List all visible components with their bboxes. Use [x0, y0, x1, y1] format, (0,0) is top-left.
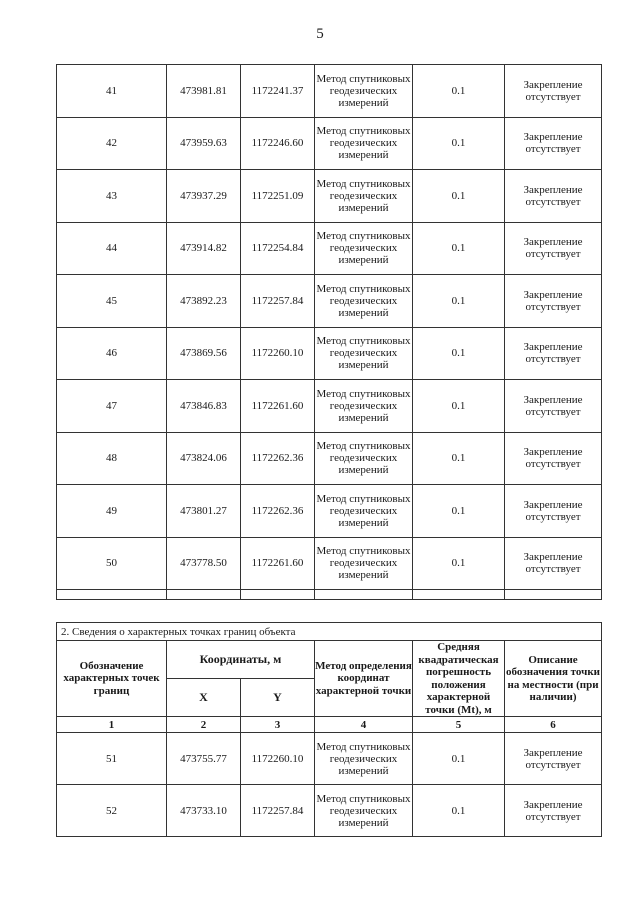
- header-coordinates: Координаты, м: [167, 641, 315, 679]
- y-coordinate-cell: 1172246.60: [241, 117, 315, 170]
- column-index: 6: [505, 717, 602, 733]
- accuracy-cell: 0.1: [413, 432, 505, 485]
- method-cell: Метод спутниковых геодезических измерений: [315, 485, 413, 538]
- accuracy-cell: 0.1: [413, 485, 505, 538]
- accuracy-cell: 0.1: [413, 785, 505, 837]
- accuracy-cell: 0.1: [413, 733, 505, 785]
- point-number-cell: 43: [57, 170, 167, 223]
- point-number-cell: 49: [57, 485, 167, 538]
- table-row: [57, 380, 602, 433]
- column-index-row: [57, 717, 602, 733]
- point-number-cell: 44: [57, 222, 167, 275]
- x-coordinate-cell: 473959.63: [167, 117, 241, 170]
- point-number-cell: 47: [57, 380, 167, 433]
- table-row: [57, 170, 602, 223]
- point-number-cell: 51: [57, 733, 167, 785]
- empty-cell: [241, 590, 315, 600]
- accuracy-cell: 0.1: [413, 170, 505, 223]
- description-cell: Закрепление отсутствует: [505, 537, 602, 590]
- point-number-cell: 50: [57, 537, 167, 590]
- method-cell: Метод спутниковых геодезических измерений: [315, 432, 413, 485]
- table-row: [57, 65, 602, 118]
- point-number-cell: 45: [57, 275, 167, 328]
- description-cell: Закрепление отсутствует: [505, 485, 602, 538]
- method-cell: Метод спутниковых геодезических измерений: [315, 275, 413, 328]
- accuracy-cell: 0.1: [413, 380, 505, 433]
- description-cell: Закрепление отсутствует: [505, 327, 602, 380]
- y-coordinate-cell: 1172260.10: [241, 733, 315, 785]
- x-coordinate-cell: 473801.27: [167, 485, 241, 538]
- header-x: X: [167, 679, 241, 717]
- description-cell: Закрепление отсутствует: [505, 733, 602, 785]
- accuracy-cell: 0.1: [413, 117, 505, 170]
- y-coordinate-cell: 1172262.36: [241, 432, 315, 485]
- y-coordinate-cell: 1172257.84: [241, 275, 315, 328]
- empty-cell: [413, 590, 505, 600]
- boundary-points-table: [56, 622, 602, 837]
- empty-cell: [57, 590, 167, 600]
- points-table-body: [57, 65, 602, 600]
- table-row: [57, 432, 602, 485]
- empty-cell: [167, 590, 241, 600]
- point-number-cell: 52: [57, 785, 167, 837]
- x-coordinate-cell: 473755.77: [167, 733, 241, 785]
- header-accuracy: Средняя квадратическая погрешность положения характерной точки (Mt), м: [413, 641, 505, 717]
- point-number-cell: 41: [57, 65, 167, 118]
- table-caption: 2. Сведения о характерных точках границ объекта: [57, 623, 602, 641]
- accuracy-cell: 0.1: [413, 327, 505, 380]
- accuracy-cell: 0.1: [413, 222, 505, 275]
- header-y: Y: [241, 679, 315, 717]
- table-row: [57, 485, 602, 538]
- page-number: 5: [316, 26, 324, 42]
- table-row: [57, 117, 602, 170]
- method-cell: Метод спутниковых геодезических измерений: [315, 117, 413, 170]
- y-coordinate-cell: 1172262.36: [241, 485, 315, 538]
- header-description: Описание обозначения точки на местности (при наличии): [505, 641, 602, 717]
- description-cell: Закрепление отсутствует: [505, 785, 602, 837]
- y-coordinate-cell: 1172261.60: [241, 380, 315, 433]
- point-number-cell: 48: [57, 432, 167, 485]
- point-number-cell: 46: [57, 327, 167, 380]
- header-method: Метод определения координат характерной точки: [315, 641, 413, 717]
- description-cell: Закрепление отсутствует: [505, 380, 602, 433]
- column-index: 2: [167, 717, 241, 733]
- x-coordinate-cell: 473937.29: [167, 170, 241, 223]
- method-cell: Метод спутниковых геодезических измерений: [315, 65, 413, 118]
- x-coordinate-cell: 473869.56: [167, 327, 241, 380]
- column-index: 1: [57, 717, 167, 733]
- y-coordinate-cell: 1172251.09: [241, 170, 315, 223]
- description-cell: Закрепление отсутствует: [505, 117, 602, 170]
- accuracy-cell: 0.1: [413, 275, 505, 328]
- method-cell: Метод спутниковых геодезических измерений: [315, 733, 413, 785]
- x-coordinate-cell: 473846.83: [167, 380, 241, 433]
- table-row: [57, 327, 602, 380]
- description-cell: Закрепление отсутствует: [505, 65, 602, 118]
- point-number-cell: 42: [57, 117, 167, 170]
- y-coordinate-cell: 1172254.84: [241, 222, 315, 275]
- x-coordinate-cell: 473981.81: [167, 65, 241, 118]
- y-coordinate-cell: 1172260.10: [241, 327, 315, 380]
- points-table-continued: [56, 64, 602, 600]
- y-coordinate-cell: 1172257.84: [241, 785, 315, 837]
- description-cell: Закрепление отсутствует: [505, 222, 602, 275]
- method-cell: Метод спутниковых геодезических измерений: [315, 327, 413, 380]
- x-coordinate-cell: 473824.06: [167, 432, 241, 485]
- accuracy-cell: 0.1: [413, 537, 505, 590]
- method-cell: Метод спутниковых геодезических измерений: [315, 785, 413, 837]
- description-cell: Закрепление отсутствует: [505, 432, 602, 485]
- x-coordinate-cell: 473892.23: [167, 275, 241, 328]
- method-cell: Метод спутниковых геодезических измерений: [315, 170, 413, 223]
- header-point-designation: Обозначение характерных точек границ: [57, 641, 167, 717]
- table-tail-row: [57, 590, 602, 600]
- column-index: 4: [315, 717, 413, 733]
- method-cell: Метод спутниковых геодезических измерений: [315, 380, 413, 433]
- table-row: [57, 733, 602, 785]
- column-index: 5: [413, 717, 505, 733]
- table-row: [57, 785, 602, 837]
- column-index: 3: [241, 717, 315, 733]
- accuracy-cell: 0.1: [413, 65, 505, 118]
- x-coordinate-cell: 473914.82: [167, 222, 241, 275]
- y-coordinate-cell: 1172241.37: [241, 65, 315, 118]
- method-cell: Метод спутниковых геодезических измерений: [315, 222, 413, 275]
- description-cell: Закрепление отсутствует: [505, 170, 602, 223]
- y-coordinate-cell: 1172261.60: [241, 537, 315, 590]
- description-cell: Закрепление отсутствует: [505, 275, 602, 328]
- x-coordinate-cell: 473778.50: [167, 537, 241, 590]
- table-row: [57, 537, 602, 590]
- table-row: [57, 275, 602, 328]
- empty-cell: [315, 590, 413, 600]
- x-coordinate-cell: 473733.10: [167, 785, 241, 837]
- table-row: [57, 222, 602, 275]
- method-cell: Метод спутниковых геодезических измерений: [315, 537, 413, 590]
- empty-cell: [505, 590, 602, 600]
